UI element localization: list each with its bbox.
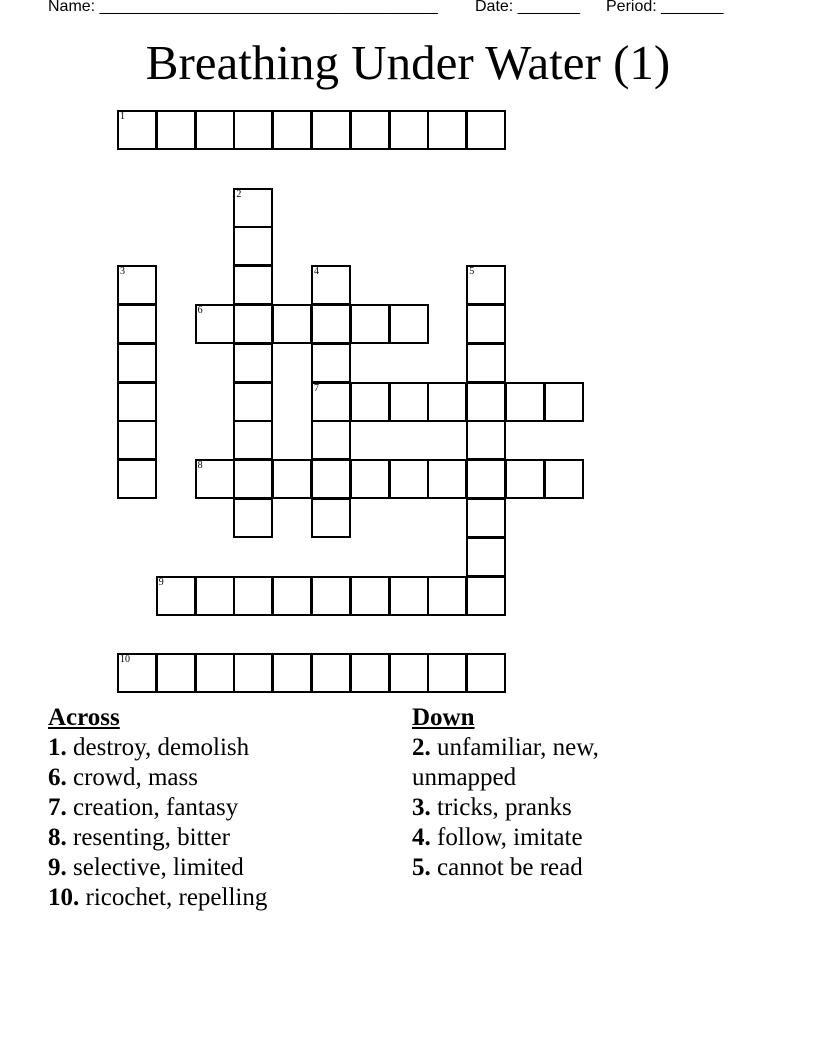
grid-cell[interactable] [466,498,506,538]
across-clue [48,853,388,883]
grid-cell[interactable] [389,576,429,616]
grid-cell[interactable] [350,304,390,344]
date-field-label: Date: _______ [475,0,580,15]
clue-number: 6 [197,305,203,316]
grid-cell[interactable] [272,459,312,499]
grid-cell[interactable] [544,459,584,499]
clue-text: crowd, mass [66,764,198,791]
grid-cell[interactable] [156,653,196,693]
grid-cell[interactable] [117,653,157,693]
clue-text: unfamiliar, new, unmapped [412,734,599,791]
grid-cell[interactable] [233,265,273,305]
grid-cell[interactable] [427,382,467,422]
grid-cell[interactable] [350,459,390,499]
grid-cell[interactable] [233,110,273,150]
grid-cell[interactable] [156,576,196,616]
grid-cell[interactable] [350,382,390,422]
grid-cell[interactable] [466,420,506,460]
clue-number: 1 [120,111,125,122]
grid-cell[interactable] [117,382,157,422]
grid-cell[interactable] [272,576,312,616]
grid-cell[interactable] [389,653,429,693]
name-field-label: Name: ______________________________________ [48,0,438,15]
clue-number-label: 7. [48,794,67,821]
grid-cell[interactable] [195,304,235,344]
grid-cell[interactable] [311,265,351,305]
grid-cell[interactable] [117,110,157,150]
clue-number-label: 10. [48,884,80,911]
grid-cell[interactable] [389,382,429,422]
grid-cell[interactable] [117,265,157,305]
grid-cell[interactable] [311,110,351,150]
clue-text: ricochet, repelling [79,884,268,911]
grid-cell[interactable] [195,110,235,150]
across-clue [48,883,388,913]
grid-cell[interactable] [466,265,506,305]
clue-number: 10 [120,654,130,666]
grid-cell[interactable] [117,420,157,460]
clue-text: tricks, pranks [430,794,572,821]
across-clue [48,793,388,823]
grid-cell[interactable] [427,110,467,150]
clue-number-label: 9. [48,854,67,881]
across-heading: Across [48,704,120,731]
grid-cell[interactable] [389,110,429,150]
clue-text: destroy, demolish [66,734,250,761]
clue-number-label: 2. [412,734,431,761]
grid-cell[interactable] [233,188,273,228]
down-clue [412,733,662,793]
clue-number-label: 3. [412,794,431,821]
clue-number-label: 4. [412,824,431,851]
grid-cell[interactable] [233,382,273,422]
down-clue [412,823,662,853]
grid-cell[interactable] [233,498,273,538]
grid-cell[interactable] [272,304,312,344]
across-clue [48,763,388,793]
grid-cell[interactable] [505,382,545,422]
clue-number-label: 1. [48,734,67,761]
clue-number-label: 6. [48,764,67,791]
down-clues [412,703,662,883]
clue-number: 3 [120,266,125,278]
grid-cell[interactable] [427,653,467,693]
across-clues [48,703,388,913]
grid-cell[interactable] [233,420,273,460]
grid-cell[interactable] [156,110,196,150]
grid-cell[interactable] [466,304,506,344]
clue-number: 8 [197,460,203,472]
clue-text: cannot be read [430,854,583,881]
grid-cell[interactable] [233,576,273,616]
grid-cell[interactable] [195,459,235,499]
grid-cell[interactable] [427,576,467,616]
grid-cell[interactable] [311,498,351,538]
grid-cell[interactable] [233,459,273,499]
grid-cell[interactable] [117,304,157,344]
grid-cell[interactable] [427,459,467,499]
grid-cell[interactable] [389,459,429,499]
grid-cell[interactable] [466,576,506,616]
period-field-label: Period: _______ [606,0,724,15]
grid-cell[interactable] [195,576,235,616]
across-clue [48,733,388,763]
grid-cell[interactable] [311,576,351,616]
grid-cell[interactable] [233,304,273,344]
page-title: Breathing Under Water (1) [145,35,671,90]
grid-cell[interactable] [389,304,429,344]
clue-number: 2 [236,188,242,200]
clue-number-label: 5. [412,854,431,881]
grid-cell[interactable] [233,653,273,693]
down-clue [412,793,662,823]
grid-cell[interactable] [350,576,390,616]
grid-cell[interactable] [117,343,157,383]
grid-cell[interactable] [272,110,312,150]
grid-cell[interactable] [466,653,506,693]
grid-cell[interactable] [350,653,390,693]
grid-cell[interactable] [272,653,312,693]
grid-cell[interactable] [117,459,157,499]
grid-cell[interactable] [311,343,351,383]
clue-number-label: 8. [48,824,67,851]
grid-cell[interactable] [466,537,506,577]
grid-cell[interactable] [233,343,273,383]
grid-cell[interactable] [544,382,584,422]
clue-number: 4 [314,266,319,278]
down-clue [412,853,662,883]
grid-cell[interactable] [311,420,351,460]
across-clue [48,823,388,853]
grid-cell[interactable] [466,382,506,422]
grid-cell[interactable] [195,653,235,693]
clue-number: 9 [158,576,164,588]
grid-cell[interactable] [466,459,506,499]
clue-number: 5 [469,266,475,278]
down-heading: Down [412,704,475,731]
grid-cell[interactable] [311,653,351,693]
grid-cell[interactable] [311,382,351,422]
grid-cell[interactable] [466,343,506,383]
clue-text: selective, limited [66,854,244,881]
clue-text: resenting, bitter [66,824,230,851]
clue-text: follow, imitate [430,824,583,851]
grid-cell[interactable] [311,459,351,499]
grid-cell[interactable] [466,110,506,150]
grid-cell[interactable] [350,110,390,150]
clue-text: creation, fantasy [66,794,239,821]
grid-cell[interactable] [505,459,545,499]
grid-cell[interactable] [233,226,273,266]
grid-cell[interactable] [311,304,351,344]
clue-number: 7 [314,382,319,394]
